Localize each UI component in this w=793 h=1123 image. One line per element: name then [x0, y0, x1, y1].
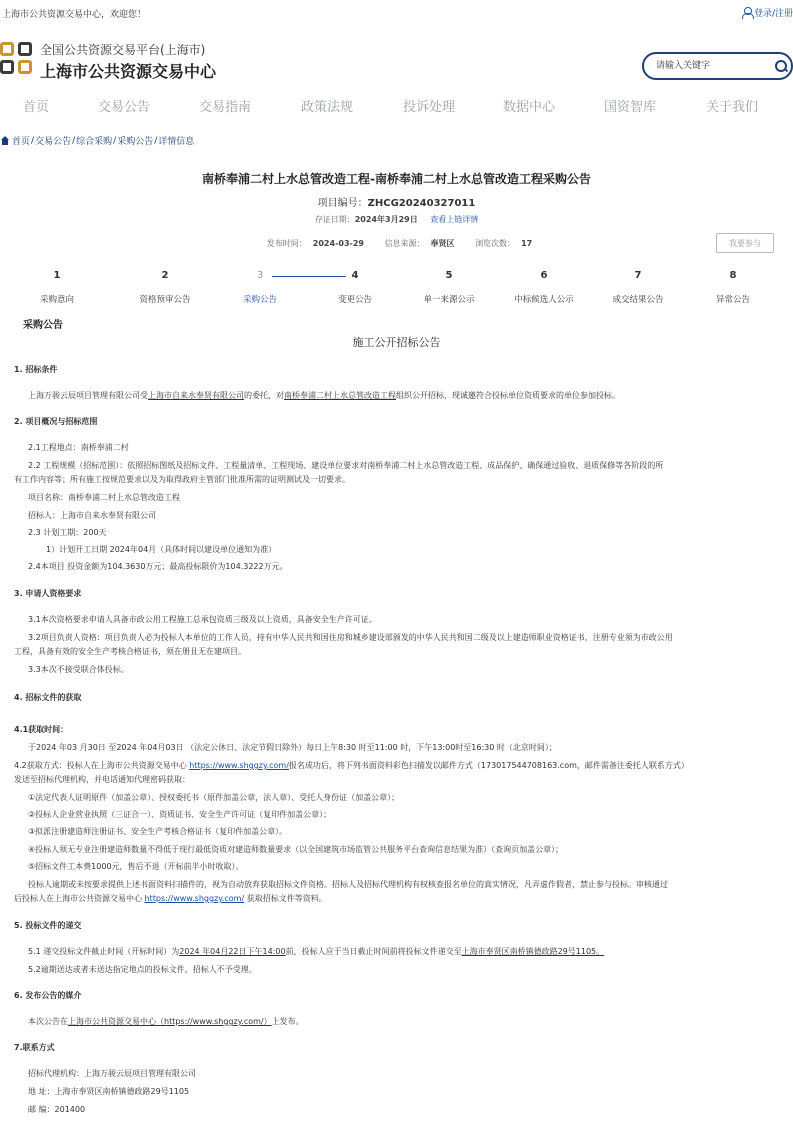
publish-date: 2024-03-29 — [312, 239, 364, 248]
home-icon — [0, 136, 10, 145]
breadcrumb-home[interactable]: 首页 — [12, 137, 31, 147]
deadline: 2024 年04月22日下午14:00 — [179, 947, 286, 956]
section-6-heading: 6. 发布公告的媒介 — [14, 991, 82, 1000]
login-link[interactable] — [742, 6, 793, 19]
welcome-text: 上海市公共资源交易中心，欢迎您！ — [2, 10, 147, 20]
project-number-label: 项目编号： — [317, 198, 368, 209]
nav-item-about[interactable]: 关于我们 — [706, 100, 759, 115]
step-label: 中标候选人公示 — [514, 295, 574, 305]
search-input[interactable] — [656, 59, 766, 73]
step-8[interactable] — [683, 270, 783, 305]
section-4-item-1: ①法定代表人证明原件（加盖公章）、授权委托书（原件加盖公章，法人章）、受托人身份证（加盖公章）； — [28, 793, 400, 802]
publish-label: 发布时间： — [266, 239, 307, 248]
section-4-item-2: ②投标人企业营业执照（三证合一）、资质证书、安全生产许可证（复印件加盖公章）； — [28, 810, 332, 819]
site-logo-icon[interactable] — [0, 42, 34, 76]
nav-item-home[interactable]: 首页 — [23, 100, 50, 115]
nav-item-policy[interactable]: 政策法规 — [301, 100, 354, 115]
section-4-time: 于2024 年03 月30日 至2024 年04月03日 （法定公休日、法定节假日除外）每日上午8:30 时至11:00 时，下午13:00时至16:30 时（北京时间）； — [28, 743, 557, 752]
section-4-note-line1: 投标人逾期或未按要求提供上述书面资料扫描件的，视为自动放弃获取招标文件资格。招标人及招标代理机构有权核查报名单位的真实情况，凡弄虚作假者，禁止参与投标。审核通过 — [28, 880, 668, 889]
step-label: 资格预审公告 — [139, 295, 191, 305]
section-2-3-1: 1）计划开工日期 2024年04月（具体时间以建设单位通知为准） — [46, 545, 277, 554]
step-2[interactable] — [115, 270, 215, 305]
site-header — [0, 36, 793, 88]
breadcrumb-current: 详情信息 — [158, 137, 195, 147]
section-2-owner: 招标人：上海市自来水奉贤有限公司 — [28, 511, 156, 520]
section-4-1: 4.1获取时间： — [14, 725, 69, 734]
step-label: 成交结果公告 — [612, 295, 664, 305]
section-3-3: 3.3本次不接受联合体投标。 — [28, 665, 129, 674]
section-6-text: 本次公告在上海市公共资源交易中心（https://www.shggzy.com/）上发布。 — [28, 1017, 304, 1026]
project-number-value: ZHCG20240327011 — [367, 198, 476, 209]
step-1[interactable] — [7, 270, 107, 305]
user-icon — [742, 7, 752, 18]
step-progress-line — [272, 276, 346, 277]
step-5[interactable] — [399, 270, 499, 305]
search-box — [642, 52, 793, 80]
section-4-heading: 4. 招标文件的获取 — [14, 693, 82, 702]
notice-title: 南桥奉浦二村上水总管改造工程-南桥奉浦二村上水总管改造工程采购公告 — [202, 172, 591, 186]
step-number: 8 — [729, 270, 737, 281]
document-title: 施工公开招标公告 — [352, 336, 441, 349]
section-3-1: 3.1本次资格要求申请人具备市政公用工程施工总承包资质三级及以上资质，具备安全生产许可证。 — [28, 615, 377, 624]
step-number: 5 — [445, 270, 453, 281]
step-label: 采购意向 — [39, 295, 74, 305]
step-number: 3 — [256, 270, 264, 281]
nav-item-data-center[interactable]: 数据中心 — [503, 100, 556, 115]
section-5-2: 5.2逾期送达或者未送达指定地点的投标文件，招标人不予受理。 — [28, 965, 257, 974]
step-number: 7 — [634, 270, 642, 281]
step-number: 4 — [351, 270, 359, 281]
section-4-2-line2: 发送至招标代理机构，并电话通知代理密码获取： — [14, 775, 190, 784]
section-2-4: 2.4本项目 投资金额为104.3630万元；最高投标限价为104.3222万元。 — [28, 562, 288, 571]
section-3-heading: 3. 申请人资格要求 — [14, 589, 82, 598]
section-2-3: 2.3 计划工期：200天 — [28, 528, 107, 537]
join-button[interactable]: 我要参与 — [716, 233, 774, 253]
section-4-item-4: ④投标人须无专业注册建造师数量不得低于现行最低资质对建造师数量要求（以全国建筑市场监管公共服务平台查询信息结果为准）（查询页加盖公章）； — [28, 845, 564, 854]
shggzy-link-2[interactable]: https://www.shggzy.com/ — [144, 894, 245, 903]
step-number: 2 — [161, 270, 169, 281]
login-label: 登录/注册 — [753, 9, 793, 19]
step-label: 异常公告 — [715, 295, 750, 305]
contact-address: 地 址：上海市奉贤区南桥镇德政路29号1105 — [28, 1087, 190, 1096]
section-4-item-3: ③拟派注册建造师注册证书、安全生产考核合格证书（复印件加盖公章）。 — [28, 827, 288, 836]
nav-item-announcements[interactable]: 交易公告 — [98, 100, 151, 115]
step-label: 采购公告 — [242, 295, 277, 305]
section-2-1: 2.1工程地点：南桥奉浦二村 — [28, 443, 129, 452]
breadcrumb-announcements[interactable]: 交易公告 — [35, 137, 72, 147]
project-name: 南桥奉浦二村上水总管改造工程 — [284, 391, 396, 400]
breadcrumb: 首页 / 交易公告 / 综合采购 / 采购公告 / 详情信息 — [0, 134, 194, 147]
section-heading: 采购公告 — [23, 320, 63, 331]
step-number: 6 — [540, 270, 548, 281]
search-icon[interactable] — [775, 60, 788, 73]
notice-meta — [0, 238, 793, 249]
process-steps — [0, 270, 793, 310]
step-6[interactable] — [494, 270, 594, 305]
top-bar — [0, 0, 793, 26]
section-4-item-5: ⑤招标文件工本费1000元，售后不退（开标前半小时收取）。 — [28, 862, 244, 871]
source-label: 信息来源： — [384, 239, 425, 248]
breadcrumb-comprehensive[interactable]: 综合采购 — [76, 137, 113, 147]
archive-label: 存证日期： — [314, 215, 355, 224]
step-label: 变更公告 — [337, 295, 372, 305]
section-1-heading: 1. 招标条件 — [14, 365, 58, 374]
project-number — [0, 194, 793, 209]
section-2-heading: 2. 项目概况与招标范围 — [14, 417, 98, 426]
archive-date: 2024年3月29日 — [354, 215, 418, 224]
archive-info — [0, 214, 793, 225]
section-2-2-line1: 2.2 工程规模（招标范围）：依照招标图纸及招标文件、工程量清单、工程现场、建设单位要求对南桥奉浦二村上水总管改造工程、成品保护、确保通过验收、退质保修等各阶段的所 — [28, 461, 664, 470]
contact-agent: 招标代理机构：上海万骏云辰项目管理有限公司 — [28, 1069, 196, 1078]
section-2-project-name: 项目名称：南桥奉浦二村上水总管改造工程 — [28, 493, 180, 502]
submit-address: 上海市奉贤区南桥镇德政路29号1105。 — [461, 947, 605, 956]
section-5-1: 5.1 递交投标文件截止时间（开标时间）为2024 年04月22日下午14:00前，投标人应于当日截止时间前将投标文件递交至上海市奉贤区南桥镇德政路29号1105。 — [28, 947, 605, 956]
contact-postcode: 邮 编：201400 — [28, 1105, 86, 1114]
media-link[interactable]: 上海市公共资源交易中心（https://www.shggzy.com/） — [68, 1017, 272, 1026]
site-subtitle: 全国公共资源交易平台(上海市) — [40, 43, 206, 57]
section-3-2-line2: 工程，具备有效的安全生产考核合格证书，须在册且无在建项目。 — [14, 647, 246, 656]
section-4-2-line1: 4.2获取方式：投标人在上海市公共资源交易中心 https://www.shggzy.com/报名成功后，将下列书面资料彩色扫描发以邮件方式（173017544708163.com，邮件需备注委托人联系方式） — [14, 761, 689, 770]
source-value: 奉贤区 — [430, 239, 455, 248]
section-1-paragraph: 上海万骏云辰项目管理有限公司受上海市自来水奉贤有限公司的委托，对南桥奉浦二村上水总管改造工程组织公开招标，现诚邀符合投标单位资质要求的单位参加投标。 — [28, 391, 620, 400]
main-nav — [0, 96, 793, 118]
shggzy-link[interactable]: https://www.shggzy.com/ — [189, 761, 289, 770]
nav-item-complaint[interactable]: 投诉处理 — [403, 100, 456, 115]
section-2-2-line2: 有工作内容等；所有施工按规范要求以及为取得政府主管部门批准所需的证明测试及一切要求。 — [14, 475, 350, 484]
site-title: 上海市公共资源交易中心 — [40, 62, 217, 81]
views-count: 17 — [521, 239, 533, 248]
views-label: 浏览次数： — [475, 239, 516, 248]
nav-item-guide[interactable]: 交易指南 — [199, 100, 252, 115]
section-7-heading: 7.联系方式 — [14, 1043, 55, 1052]
section-5-heading: 5. 投标文件的递交 — [14, 921, 82, 930]
owner-name: 上海市自来水奉贤有限公司 — [148, 391, 244, 400]
section-3-2-line1: 3.2项目负责人资格：项目负责人必为投标人本单位的工作人员，持有中华人民共和国住房和城乡建设部颁发的中华人民共和国二级及以上建造师职业资格证书，注册专业须为市政公用 — [28, 633, 673, 642]
breadcrumb-procurement[interactable]: 采购公告 — [117, 137, 154, 147]
chain-detail-link[interactable]: 查看上链详情 — [430, 215, 479, 224]
step-label: 单一来源公示 — [423, 295, 475, 305]
section-4-note-line2: 后投标人在上海市公共资源交易中心 https://www.shggzy.com/ 获取招标文件等资料。 — [14, 894, 327, 903]
step-7[interactable] — [588, 270, 688, 305]
nav-item-think-tank[interactable]: 国资智库 — [604, 100, 657, 115]
step-number: 1 — [53, 270, 61, 281]
